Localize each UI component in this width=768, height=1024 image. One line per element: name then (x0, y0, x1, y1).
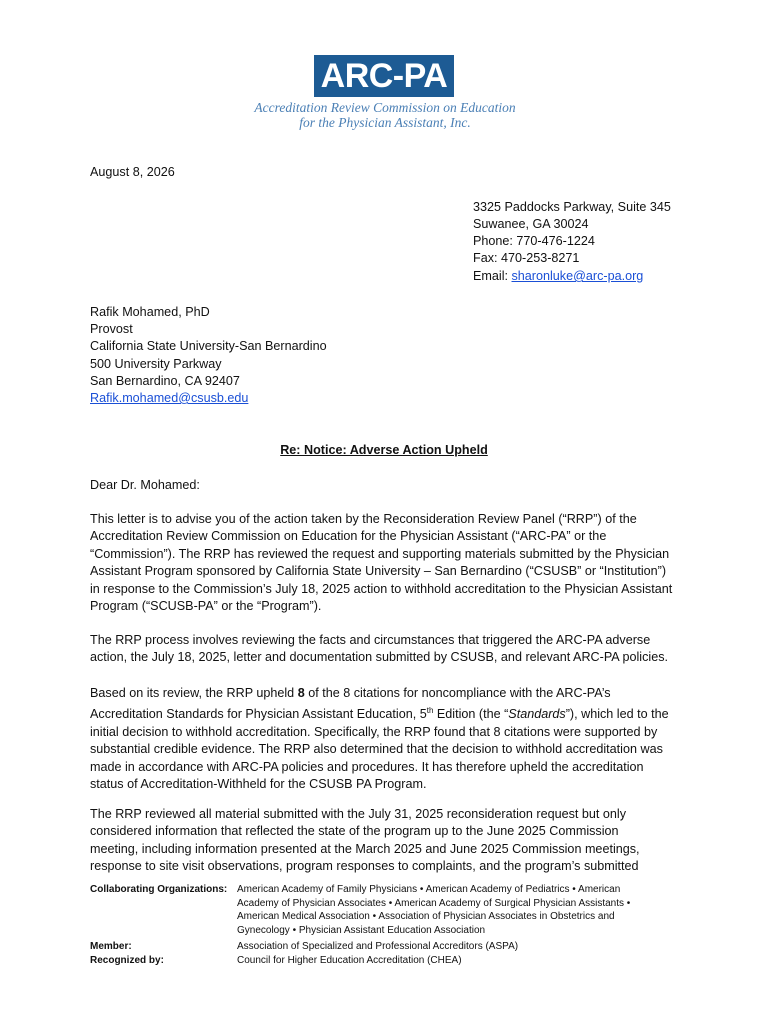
sender-street: 3325 Paddocks Parkway, Suite 345 (473, 200, 671, 214)
letter-date: August 8, 2026 (90, 165, 175, 179)
logo-tagline-line1: Accreditation Review Commission on Education (254, 100, 516, 115)
subject-line: Re: Notice: Adverse Action Upheld (280, 443, 488, 457)
paragraph-3-line: initial decision to withhold accreditation. Specifically, the RRP found that 8 citations were supported by (90, 725, 658, 739)
paragraph-1-line: Accreditation Review Commission on Education for the Physician Assistant (“ARC-PA” or the (90, 529, 607, 544)
paragraph-1 (90, 511, 682, 615)
paragraph-3-line: Accreditation Standards for Physician Assistant Education, 5th Edition (the “Standards”), which led to the (90, 706, 669, 722)
sender-email-link[interactable]: sharonluke@arc-pa.org (511, 269, 644, 283)
footer-recognized-value: Council for Higher Education Accreditation (CHEA) (237, 955, 462, 966)
arc-pa-logo: ARC-PA (314, 55, 454, 97)
paragraph-3-line: status of Accreditation-Withheld for the CSUSB PA Program. (90, 777, 427, 792)
footer-recognized-label: Recognized by: (90, 955, 164, 966)
sender-fax: Fax: 470-253-8271 (473, 251, 580, 265)
footer-member-label: Member: (90, 941, 132, 952)
logo-tagline-line2: for the Physician Assistant, Inc. (299, 115, 471, 130)
paragraph-2 (90, 632, 682, 667)
paragraph-3-line: substantial credible evidence. The RRP also determined that the decision to withhold accreditation was (90, 742, 663, 757)
paragraph-1-line: Program (“SCUSB-PA” or the “Program”). (90, 599, 322, 614)
recipient-email-link[interactable]: Rafik.mohamed@csusb.edu (90, 391, 249, 405)
recipient-city: San Bernardino, CA 92407 (90, 374, 240, 388)
paragraph-1-line: in response to the Commission’s July 18, 2025 action to withhold accreditation to the Physician Assistant (90, 581, 673, 596)
paragraph-1-line: This letter is to advise you of the action taken by the Reconsideration Review Panel (“RRP”) of the (90, 512, 637, 526)
recipient-org: California State University-San Bernardino (90, 339, 327, 353)
recipient-name: Rafik Mohamed, PhD (90, 305, 210, 319)
paragraph-2-line: The RRP process involves reviewing the facts and circumstances that triggered the ARC-PA adverse (90, 633, 651, 647)
paragraph-4-line: considered information that reflected the state of the program up to the June 2025 Commission (90, 824, 619, 839)
sender-phone: Phone: 770-476-1224 (473, 234, 595, 248)
footer-collab-value: American Academy of Family Physicians • American Academy of Pediatrics • American Academy of Physician Associates • American Academy of Surgical Physician Assistants • American Medical Association • Association of Physician Associates in Obstetrics and Gynecology • Physician Assistant Education Association (237, 884, 631, 937)
sender-email-line (473, 268, 643, 285)
paragraph-4 (90, 806, 682, 876)
paragraph-1-line: Assistant Program sponsored by California State University – San Bernardino (“CSUSB” or “Institution”) (90, 564, 667, 579)
paragraph-4-line: meeting, including information presented at the March 2025 and June 2025 Commission meetings, (90, 841, 640, 856)
sender-email-label: Email: (473, 269, 512, 283)
paragraph-1-line: “Commission”). The RRP has reviewed the request and supporting materials submitted by the Physician (90, 546, 670, 561)
paragraph-2-line: action, the July 18, 2025, letter and documentation submitted by CSUSB, and relevant ARC-PA policies. (90, 650, 669, 665)
footer-member-value: Association of Specialized and Professional Accreditors (ASPA) (237, 941, 519, 952)
paragraph-3 (90, 685, 682, 794)
paragraph-4-line: response to site visit observations, program responses to complaints, and the program’s submitted (90, 859, 639, 874)
paragraph-3-line: made in accordance with ARC-PA policies and procedures. It has therefore upheld the accreditation (90, 759, 644, 774)
recipient-street: 500 University Parkway (90, 357, 222, 371)
footer-collab-label: Collaborating Organizations: (90, 884, 228, 895)
salutation: Dear Dr. Mohamed: (90, 478, 200, 492)
upheld-count: 8 (297, 686, 305, 700)
paragraph-3-line: Based on its review, the RRP upheld 8 of the 8 citations for noncompliance with the ARC-PA’s (90, 686, 611, 700)
sender-city: Suwanee, GA 30024 (473, 217, 589, 231)
paragraph-4-line: The RRP reviewed all material submitted with the July 31, 2025 reconsideration request but only (90, 807, 626, 821)
recipient-title: Provost (90, 322, 133, 336)
